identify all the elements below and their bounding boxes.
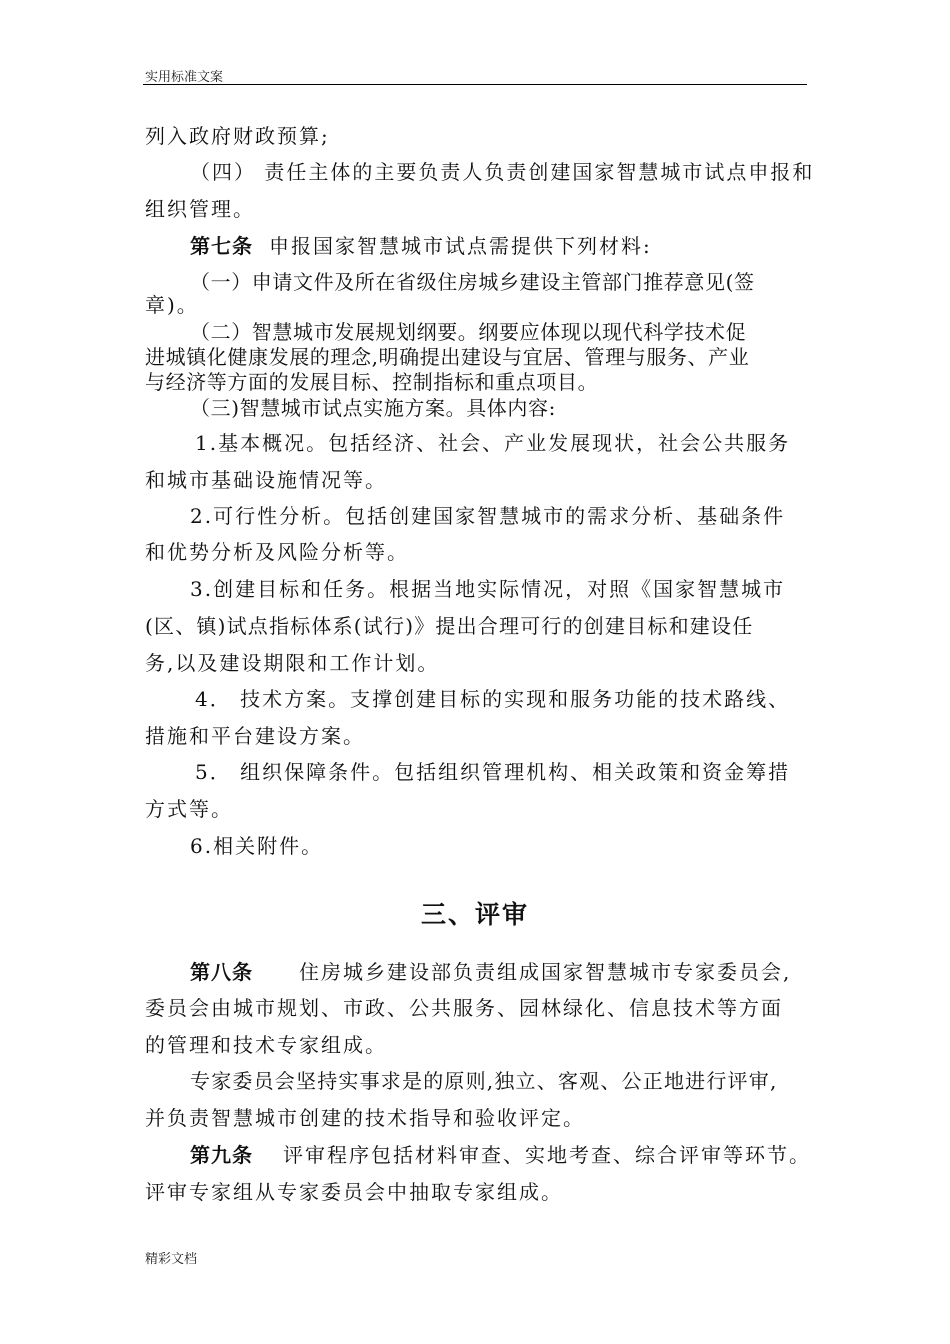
section-heading: 三、评审 (420, 900, 529, 929)
text-line: 进城镇化健康发展的理念,明确提出建设与宜居、管理与服务、产业 (145, 345, 750, 369)
text-line: （一）申请文件及所在省级住房城乡建设主管部门推荐意见(签 (190, 270, 755, 294)
text-line: 务,以及建设期限和工作计划。 (145, 651, 440, 675)
header-divider (143, 84, 807, 85)
text-line: 6.相关附件。 (190, 834, 324, 858)
article-label: 第七条 (190, 234, 253, 258)
text-line: 2.可行性分析。包括创建国家智慧城市的需求分析、基础条件 (190, 504, 786, 528)
text-line: 1.基本概况。包括经济、社会、产业发展现状，社会公共服务 (195, 431, 791, 455)
text-line: 列入政府财政预算; (145, 124, 330, 148)
article-text: 评审程序包括材料审查、实地考查、综合评审等环节。 (283, 1143, 811, 1167)
text-line: 的管理和技术专家组成。 (145, 1033, 387, 1057)
text-line: (区、镇)试点指标体系(试行)》提出合理可行的创建目标和建设任 (145, 614, 754, 638)
text-line: 评审专家组从专家委员会中抽取专家组成。 (145, 1180, 563, 1204)
article-8-line (190, 962, 791, 982)
text-line: 和城市基础设施情况等。 (145, 468, 387, 492)
text-line: 并负责智慧城市创建的技术指导和验收评定。 (145, 1106, 585, 1130)
text-line: 方式等。 (145, 797, 233, 821)
article-text: 申报国家智慧城市试点需提供下列材料: (269, 234, 652, 258)
text-line: 和优势分析及风险分析等。 (145, 540, 409, 564)
page-footer: 精彩文档 (145, 1252, 198, 1267)
text-line: 5． 组织保障条件。包括组织管理机构、相关政策和资金筹措 (195, 760, 791, 784)
page-header: 实用标准文案 (145, 70, 224, 85)
text-line: 3.创建目标和任务。根据当地实际情况，对照《国家智慧城市 (190, 577, 786, 601)
text-line: 组织管理。 (145, 197, 255, 221)
text-line: 措施和平台建设方案。 (145, 724, 365, 748)
article-text: 住房城乡建设部负责组成国家智慧城市专家委员会, (299, 960, 792, 984)
text-line: 专家委员会坚持实事求是的原则,独立、客观、公正地进行评审, (190, 1069, 778, 1093)
text-line: （四） 责任主体的主要负责人负责创建国家智慧城市试点申报和 (190, 160, 815, 184)
text-line: 委员会由城市规划、市政、公共服务、园林绿化、信息技术等方面 (145, 996, 783, 1020)
article-7-line (190, 236, 652, 256)
text-line: 章)。 (145, 293, 199, 317)
article-label: 第八条 (190, 960, 253, 984)
text-line: （二）智慧城市发展规划纲要。纲要应体现以现代科学技术促 (190, 320, 747, 344)
text-line: 4． 技术方案。支撑创建目标的实现和服务功能的技术路线、 (195, 687, 791, 711)
article-label: 第九条 (190, 1143, 253, 1167)
text-line: （三)智慧城市试点实施方案。具体内容: (190, 396, 556, 420)
text-line: 与经济等方面的发展目标、控制指标和重点项目。 (145, 370, 599, 394)
article-9-line (190, 1145, 811, 1165)
